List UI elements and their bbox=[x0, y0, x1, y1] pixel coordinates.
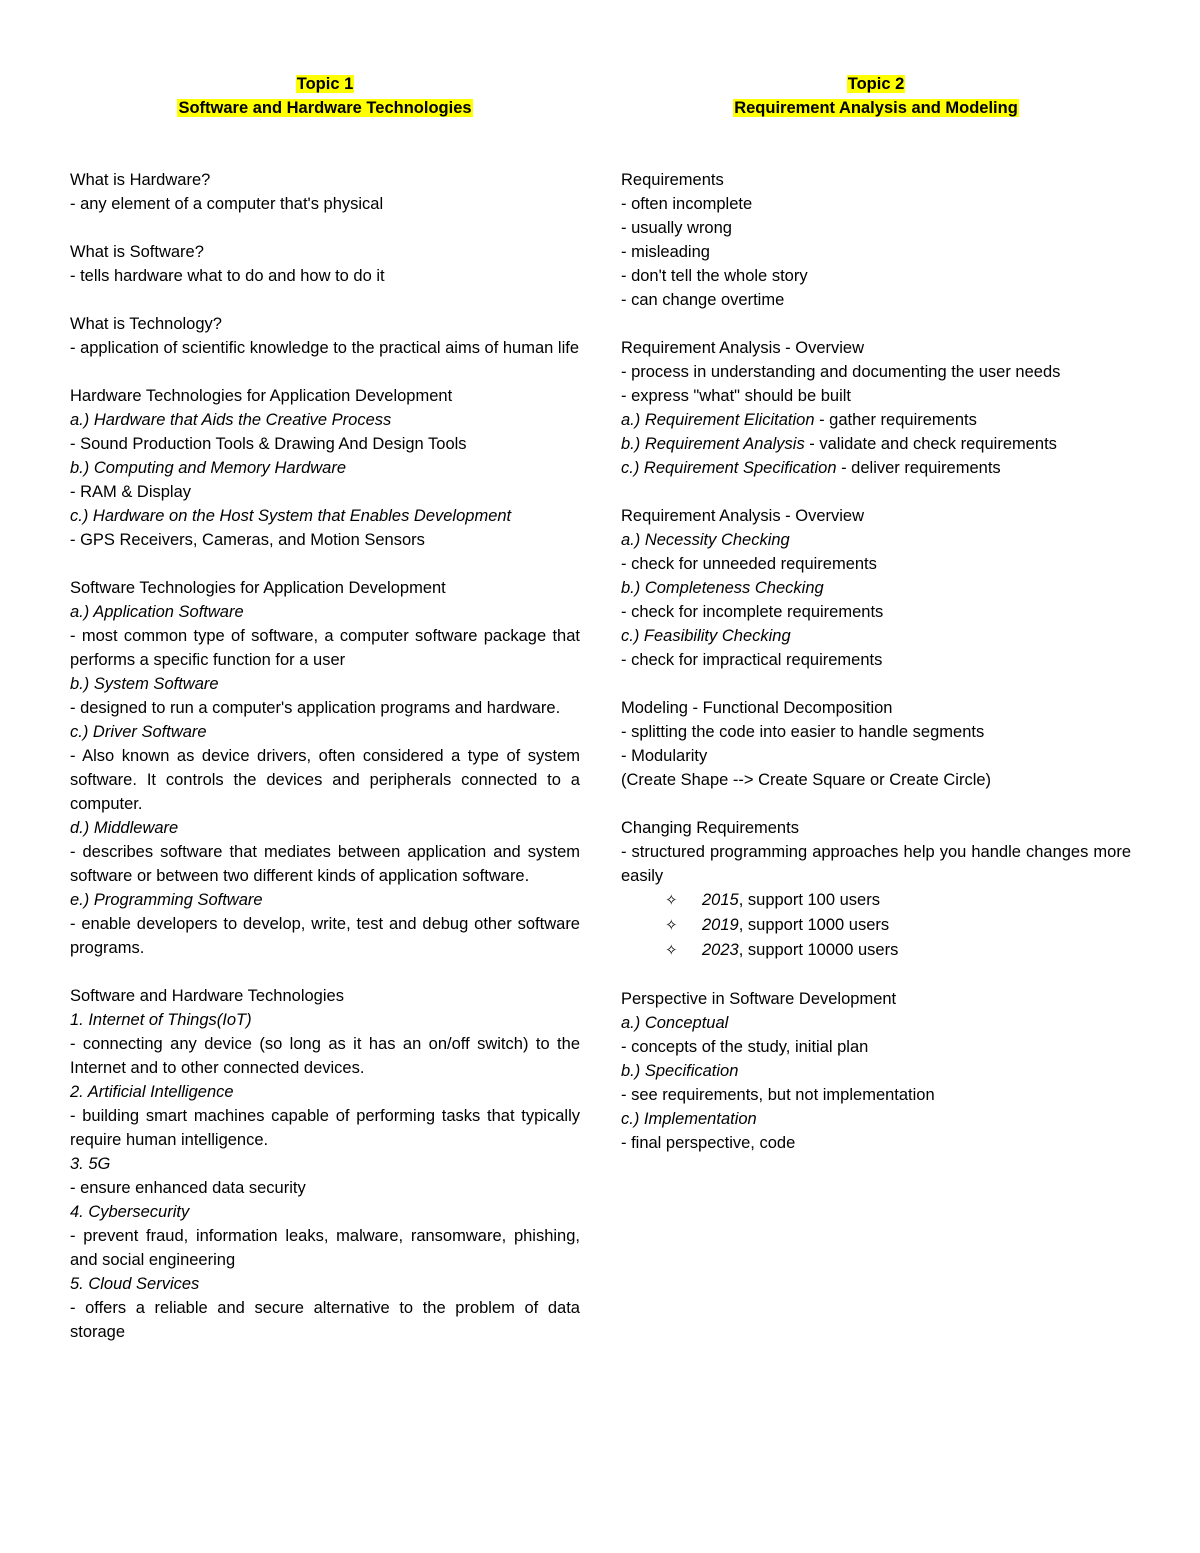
line-text: - see requirements, but not implementation bbox=[621, 1086, 935, 1104]
line-text: c.) Driver Software bbox=[70, 723, 207, 741]
line-text: 2. Artificial Intelligence bbox=[70, 1083, 234, 1101]
section bbox=[621, 816, 1131, 963]
text-line bbox=[621, 744, 1131, 768]
line-text: b.) Specification bbox=[621, 1062, 739, 1080]
bullet-year: 2023 bbox=[702, 941, 739, 959]
bullet-text: , support 100 users bbox=[738, 891, 880, 909]
section-heading: Changing Requirements bbox=[621, 819, 799, 837]
section bbox=[621, 336, 1131, 480]
subheading-line bbox=[70, 1272, 580, 1296]
text-line bbox=[70, 528, 580, 552]
line-text: - concepts of the study, initial plan bbox=[621, 1038, 869, 1056]
text-line bbox=[70, 1176, 580, 1200]
section-heading: What is Software? bbox=[70, 243, 204, 261]
line-text: - process in understanding and documenting the user needs bbox=[621, 363, 1061, 381]
bullet-year: 2015 bbox=[702, 891, 739, 909]
section-heading: Requirement Analysis - Overview bbox=[621, 507, 865, 525]
text-line bbox=[70, 624, 580, 672]
subheading-line bbox=[70, 1152, 580, 1176]
section bbox=[621, 987, 1131, 1155]
line-text: - building smart machines capable of performing tasks that typically require human intelligence. bbox=[70, 1107, 580, 1149]
text-line bbox=[621, 240, 1131, 264]
text-line bbox=[621, 1131, 1131, 1155]
line-text: - tells hardware what to do and how to do it bbox=[70, 267, 385, 285]
line-text: - final perspective, code bbox=[621, 1134, 796, 1152]
section-heading: Software Technologies for Application Development bbox=[70, 579, 446, 597]
line-suffix: - deliver requirements bbox=[836, 459, 1001, 477]
line-text: a.) Necessity Checking bbox=[621, 531, 790, 549]
subheading-line bbox=[70, 888, 580, 912]
subheading-line bbox=[621, 624, 1131, 648]
text-line bbox=[70, 1224, 580, 1272]
four-pointed-star-icon: ✧ bbox=[665, 917, 678, 934]
line-text: - check for incomplete requirements bbox=[621, 603, 884, 621]
line-text: - misleading bbox=[621, 243, 710, 261]
subheading-line bbox=[621, 1059, 1131, 1083]
line-text: - Modularity bbox=[621, 747, 708, 765]
list-item bbox=[665, 888, 1131, 913]
four-pointed-star-icon: ✧ bbox=[665, 942, 678, 959]
line-text: 1. Internet of Things(IoT) bbox=[70, 1011, 252, 1029]
subheading-line bbox=[70, 456, 580, 480]
line-text: a.) Requirement Elicitation bbox=[621, 411, 815, 429]
text-line bbox=[621, 264, 1131, 288]
line-text: - structured programming approaches help you handle changes more easily bbox=[621, 843, 1131, 885]
subheading-line bbox=[70, 600, 580, 624]
line-text: - connecting any device (so long as it has an on/off switch) to the Internet and to other connected devices. bbox=[70, 1035, 580, 1077]
subheading-line bbox=[621, 1107, 1131, 1131]
subheading-line bbox=[70, 1080, 580, 1104]
section bbox=[70, 240, 580, 288]
line-text: a.) Hardware that Aids the Creative Process bbox=[70, 411, 392, 429]
section bbox=[70, 168, 580, 216]
line-text: - ensure enhanced data security bbox=[70, 1179, 306, 1197]
text-line bbox=[70, 336, 580, 360]
line-text: - offers a reliable and secure alternative to the problem of data storage bbox=[70, 1299, 580, 1341]
text-line bbox=[621, 384, 1131, 408]
line-text: c.) Implementation bbox=[621, 1110, 757, 1128]
text-line bbox=[70, 840, 580, 888]
line-text: - splitting the code into easier to handle segments bbox=[621, 723, 985, 741]
topic2-column bbox=[621, 72, 1131, 1179]
subheading-line bbox=[70, 672, 580, 696]
line-text: - can change overtime bbox=[621, 291, 785, 309]
line-text: - GPS Receivers, Cameras, and Motion Sensors bbox=[70, 531, 425, 549]
line-text: a.) Application Software bbox=[70, 603, 244, 621]
text-line bbox=[70, 696, 580, 720]
topic1-label: Topic 1 bbox=[296, 75, 354, 93]
text-line bbox=[621, 600, 1131, 624]
subheading-line bbox=[70, 720, 580, 744]
text-line bbox=[621, 1035, 1131, 1059]
list-item bbox=[665, 913, 1131, 938]
text-line bbox=[70, 1296, 580, 1344]
topic1-title: Software and Hardware Technologies bbox=[178, 99, 472, 117]
text-line bbox=[70, 912, 580, 960]
line-text: - application of scientific knowledge to the practical aims of human life bbox=[70, 339, 580, 357]
bullet-text: , support 10000 users bbox=[738, 941, 899, 959]
topic2-sections bbox=[621, 168, 1131, 1155]
text-line bbox=[621, 768, 1131, 792]
line-text: c.) Hardware on the Host System that Enables Development bbox=[70, 507, 512, 525]
line-text: - check for impractical requirements bbox=[621, 651, 883, 669]
text-line bbox=[70, 480, 580, 504]
section-heading: Perspective in Software Development bbox=[621, 990, 897, 1008]
subheading-line bbox=[70, 1200, 580, 1224]
section bbox=[70, 312, 580, 360]
topic2-title: Requirement Analysis and Modeling bbox=[734, 99, 1018, 117]
line-text: c.) Requirement Specification bbox=[621, 459, 837, 477]
line-text: 3. 5G bbox=[70, 1155, 111, 1173]
subheading-line bbox=[70, 1008, 580, 1032]
line-text: b.) Computing and Memory Hardware bbox=[70, 459, 347, 477]
line-suffix: - gather requirements bbox=[814, 411, 977, 429]
text-line bbox=[70, 1104, 580, 1152]
line-text: - describes software that mediates between application and system software or between two different kinds of application software. bbox=[70, 843, 580, 885]
section bbox=[70, 576, 580, 960]
subheading-line bbox=[621, 528, 1131, 552]
line-text: - enable developers to develop, write, test and debug other software programs. bbox=[70, 915, 580, 957]
section bbox=[70, 384, 580, 552]
line-text: - RAM & Display bbox=[70, 483, 192, 501]
section bbox=[621, 696, 1131, 792]
subheading-line bbox=[70, 504, 580, 528]
line-text: d.) Middleware bbox=[70, 819, 179, 837]
section-heading: Modeling - Functional Decomposition bbox=[621, 699, 893, 717]
text-line bbox=[70, 192, 580, 216]
line-text: - often incomplete bbox=[621, 195, 753, 213]
section-heading: What is Hardware? bbox=[70, 171, 211, 189]
line-text: b.) System Software bbox=[70, 675, 219, 693]
line-text: 4. Cybersecurity bbox=[70, 1203, 190, 1221]
section bbox=[621, 504, 1131, 672]
line-text: - designed to run a computer's application programs and hardware. bbox=[70, 699, 561, 717]
section bbox=[70, 984, 580, 1344]
topic1-column bbox=[70, 72, 580, 1368]
line-text: b.) Completeness Checking bbox=[621, 579, 824, 597]
text-line bbox=[621, 840, 1131, 888]
line-text: - prevent fraud, information leaks, malware, ransomware, phishing, and social engineering bbox=[70, 1227, 580, 1269]
line-text: - don't tell the whole story bbox=[621, 267, 808, 285]
line-suffix: - validate and check requirements bbox=[804, 435, 1057, 453]
section-heading: Requirements bbox=[621, 171, 724, 189]
subheading-line bbox=[70, 408, 580, 432]
text-line bbox=[621, 648, 1131, 672]
line-text: a.) Conceptual bbox=[621, 1014, 729, 1032]
subheading-line bbox=[621, 408, 1131, 432]
line-text: - usually wrong bbox=[621, 219, 732, 237]
line-text: - check for unneeded requirements bbox=[621, 555, 877, 573]
text-line bbox=[621, 216, 1131, 240]
section-heading: What is Technology? bbox=[70, 315, 222, 333]
text-line bbox=[621, 288, 1131, 312]
bullet-list bbox=[621, 888, 1131, 963]
subheading-line bbox=[621, 1011, 1131, 1035]
section-heading: Software and Hardware Technologies bbox=[70, 987, 344, 1005]
text-line bbox=[621, 1083, 1131, 1107]
text-line bbox=[621, 720, 1131, 744]
section-heading: Hardware Technologies for Application Development bbox=[70, 387, 453, 405]
topic1-sections bbox=[70, 168, 580, 1344]
line-text: - Also known as device drivers, often considered a type of system software. It controls the devices and peripherals connected to a computer. bbox=[70, 747, 580, 813]
list-item bbox=[665, 938, 1131, 963]
subheading-line bbox=[621, 456, 1131, 480]
bullet-text: , support 1000 users bbox=[738, 916, 890, 934]
section bbox=[621, 168, 1131, 312]
section-heading: Requirement Analysis - Overview bbox=[621, 339, 865, 357]
subheading-line bbox=[70, 816, 580, 840]
text-line bbox=[621, 360, 1131, 384]
text-line bbox=[70, 432, 580, 456]
line-text: (Create Shape --> Create Square or Create Circle) bbox=[621, 771, 992, 789]
line-text: - Sound Production Tools & Drawing And Design Tools bbox=[70, 435, 467, 453]
subheading-line bbox=[621, 576, 1131, 600]
line-text: b.) Requirement Analysis bbox=[621, 435, 805, 453]
text-line bbox=[70, 1032, 580, 1080]
text-line bbox=[70, 264, 580, 288]
line-text: - any element of a computer that's physical bbox=[70, 195, 384, 213]
topic2-label: Topic 2 bbox=[847, 75, 905, 93]
text-line bbox=[621, 192, 1131, 216]
four-pointed-star-icon: ✧ bbox=[665, 892, 678, 909]
text-line bbox=[70, 744, 580, 816]
line-text: - most common type of software, a computer software package that performs a specific function for a user bbox=[70, 627, 580, 669]
line-text: c.) Feasibility Checking bbox=[621, 627, 791, 645]
line-text: - express "what" should be built bbox=[621, 387, 852, 405]
bullet-year: 2019 bbox=[702, 916, 739, 934]
subheading-line bbox=[621, 432, 1131, 456]
text-line bbox=[621, 552, 1131, 576]
line-text: e.) Programming Software bbox=[70, 891, 263, 909]
line-text: 5. Cloud Services bbox=[70, 1275, 200, 1293]
